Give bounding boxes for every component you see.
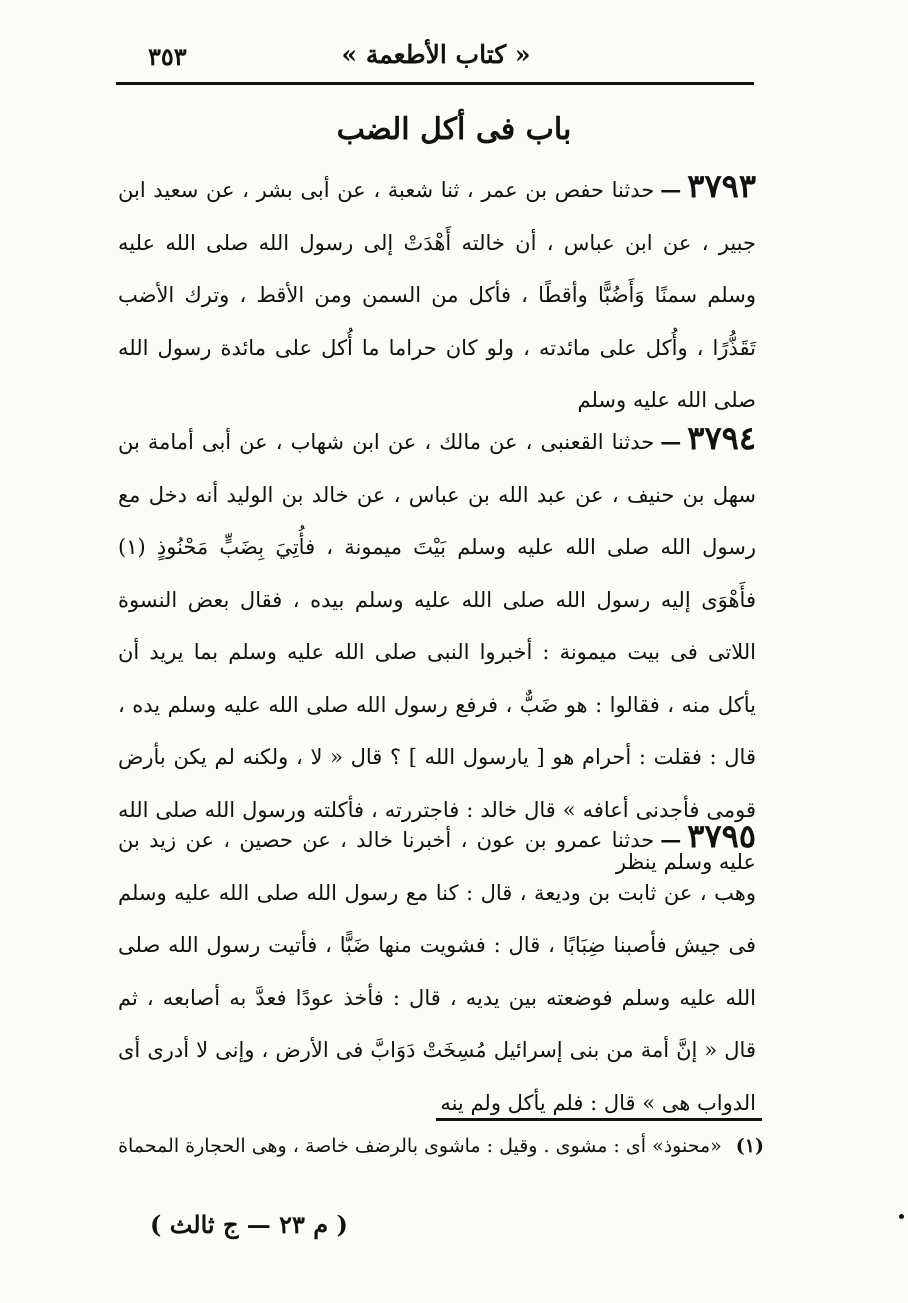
hadith-text: حدثنا حفص بن عمر ، ثنا شعبة ، عن أبى بشر ، عن سعيد ابن جبير ، عن ابن عباس ، أن خالته أَهْدَتْ إلى رسول الله صلى الله عليه وسلم سمنًا وَأَضُبًّا وأقطًا ، فأكل من السمن ومن الأقط ، وترك الأضب تَقَذُّرًا ، وأُكل على مائدته ، ولو كان حراما ما أُكل على مائدة رسول الله صلى الله عليه وسلم: [118, 178, 756, 412]
hadith-3793: [118, 160, 756, 427]
dash: —: [660, 827, 682, 852]
footnote-marker: (١): [735, 1135, 764, 1157]
chapter-title: باب فى أكل الضب: [336, 112, 572, 147]
hadith-number: ٣٧٩٥: [687, 817, 756, 855]
hadith-3795: [118, 810, 756, 1129]
page-header: [118, 38, 754, 78]
hadith-number: ٣٧٩٤: [687, 419, 756, 457]
hadith-text: حدثنا عمرو بن عون ، أخبرنا خالد ، عن حصين ، عن زيد بن وهب ، عن ثابت بن وديعة ، قال : كنا مع رسول الله صلى الله عليه وسلم فى جيش فأصبنا ضِبَابًا ، قال : فشويت منها ضَبًّا ، فأتيت رسول الله صلى الله عليه وسلم فوضعته بين يديه ، قال : فأخذ عودًا فعدَّ به أصابعه ، ثم قال « إنَّ أمة من بنى إسرائيل مُسِخَتْ دَوَابَّ فى الأرض ، وإنى لا أدرى أى الدواب هى » قال : فلم يأكل ولم ينه: [118, 828, 756, 1115]
signature-mark: ( م ٢٣ — ج ثالث ): [150, 1210, 348, 1239]
hadith-number: ٣٧٩٣: [687, 167, 756, 205]
footnote-text: «محنوذ» أى : مشوى . وقيل : ماشوى بالرضف خاصة ، وهى الحجارة المحماة: [118, 1135, 722, 1157]
page-number: ٣٥٣: [148, 42, 187, 71]
footnote: [118, 1128, 764, 1164]
dash: —: [660, 177, 682, 202]
header-rule: [116, 82, 754, 85]
running-title: « كتاب الأطعمة »: [341, 40, 531, 69]
ink-speck: [899, 1214, 904, 1219]
hadith-text: حدثنا القعنبى ، عن مالك ، عن ابن شهاب ، عن أبى أمامة بن سهل بن حنيف ، عن عبد الله بن عباس ، عن خالد بن الوليد أنه دخل مع رسول الله صلى الله عليه وسلم بَيْتَ ميمونة ، فأُتِيَ بِضَبٍّ مَحْنُوذٍ (١) فأَهْوَى إليه رسول الله صلى الله عليه وسلم بيده ، فقال بعض النسوة اللاتى فى بيت ميمونة : أخبروا النبى صلى الله عليه وسلم بما يريد أن يأكل منه ، فقالوا : هو ضَبٌّ ، فرفع رسول الله صلى الله عليه وسلم يده ، قال : فقلت : أحرام هو [ يارسول الله ] ؟ قال « لا ، ولكنه لم يكن بأرض قومى فأجدنى أعافه » قال خالد : فاجتررته ، فأكلته ورسول الله صلى الله عليه وسلم ينظر: [118, 430, 756, 874]
dash: —: [660, 429, 682, 454]
footnote-rule: [436, 1118, 762, 1121]
